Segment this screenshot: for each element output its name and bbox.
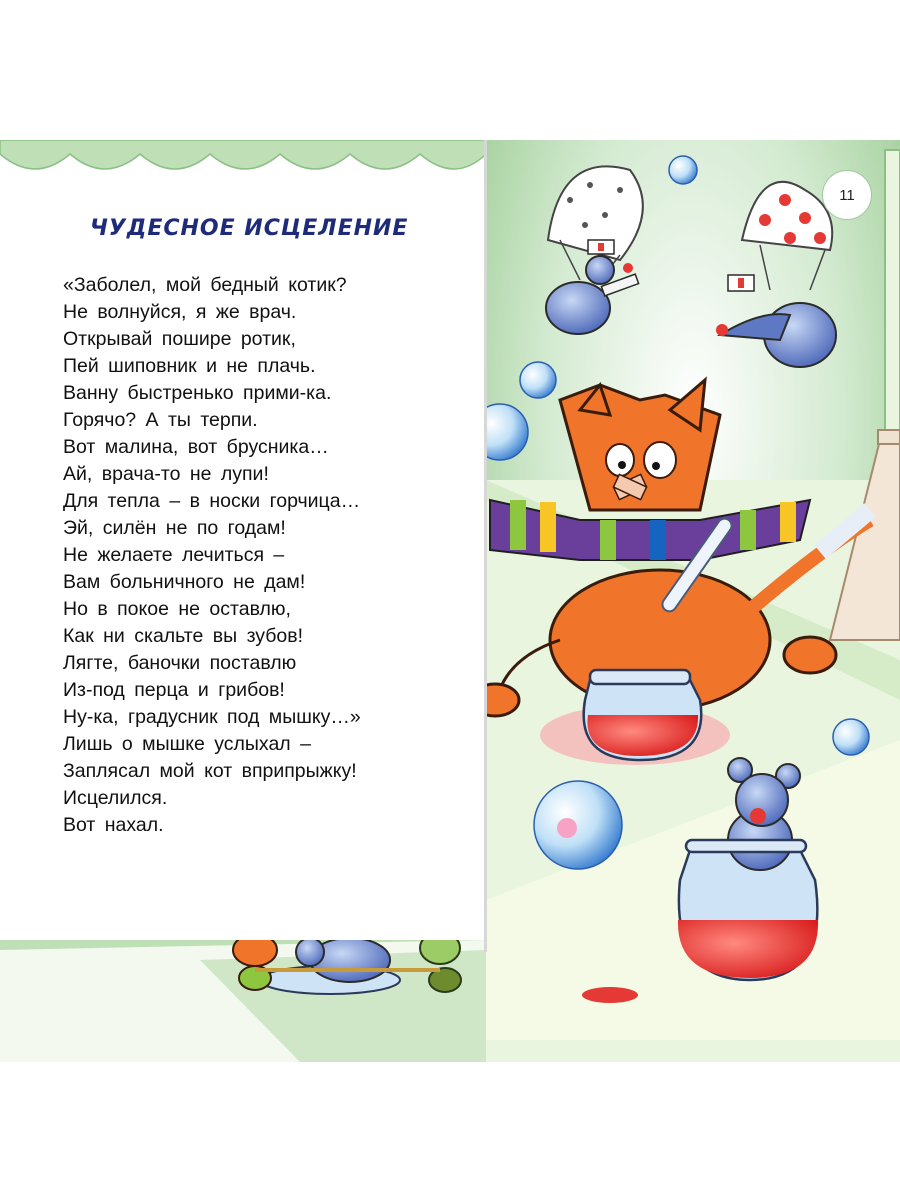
poem-line: Ай, врача-то не лупи! — [63, 463, 269, 485]
poem-line: Для тепла – в носки горчица… — [63, 490, 361, 512]
page-spread — [0, 140, 900, 1062]
poem-line: Не желаете лечиться – — [63, 544, 285, 566]
poem-line: Ну-ка, градусник под мышку…» — [63, 706, 361, 728]
poem-line: Не волнуйся, я же врач. — [63, 301, 297, 323]
poem-line: Из-под перца и грибов! — [63, 679, 285, 701]
poem-line: Исцелился. — [63, 787, 168, 809]
poem-line: Заплясал мой кот вприпрыжку! — [63, 760, 357, 782]
panel-edge — [484, 140, 487, 952]
page-title: ЧУДЕСНОЕ ИСЦЕЛЕНИЕ — [90, 216, 409, 241]
poem-line: Открывай пошире ротик, — [63, 328, 296, 350]
poem-line: Пей шиповник и не плачь. — [63, 355, 316, 377]
poem-line: Как ни скальте вы зубов! — [63, 625, 304, 647]
page-number: 11 — [822, 170, 872, 220]
poem-line: Вот нахал. — [63, 814, 164, 836]
poem-line: Но в покое не оставлю, — [63, 598, 291, 620]
poem-line: Лягте, баночки поставлю — [63, 652, 297, 674]
poem-line: Эй, силён не по годам! — [63, 517, 286, 539]
poem-line: Горячо? А ты терпи. — [63, 409, 258, 431]
poem-line: «Заболел, мой бедный котик? — [63, 274, 347, 296]
poem-line: Лишь о мышке услыхал – — [63, 733, 311, 755]
poem-line: Вот малина, вот брусника… — [63, 436, 329, 458]
jar-icon — [584, 670, 702, 760]
poem-line: Ванну быстренько прими-ка. — [63, 382, 332, 404]
poem — [63, 272, 473, 839]
poem-line: Вам больничного не дам! — [63, 571, 306, 593]
scalloped-border — [0, 140, 486, 180]
